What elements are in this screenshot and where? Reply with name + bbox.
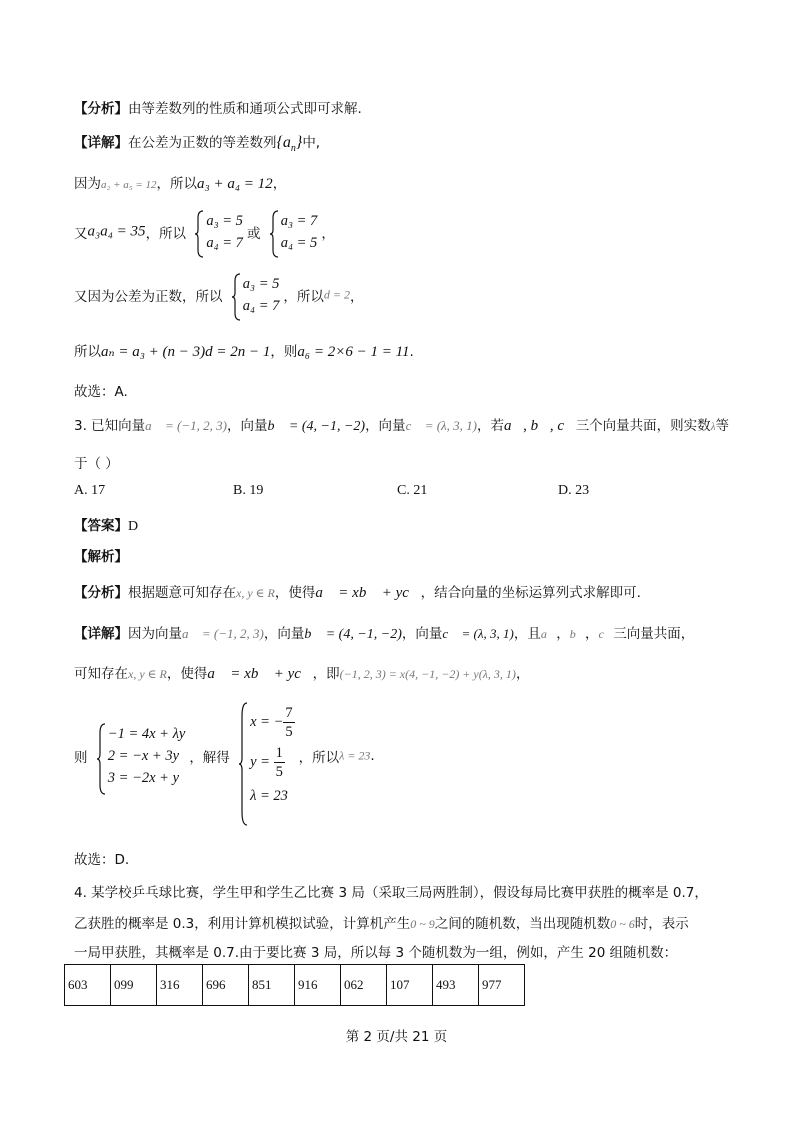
table-cell: 099 xyxy=(111,965,157,1006)
y-lhs: y = xyxy=(250,754,274,770)
text: ，则 xyxy=(270,344,298,360)
page-footer: 第 2 页/共 21 页 xyxy=(345,1029,448,1045)
x-denominator: 5 xyxy=(285,724,293,741)
q4-line-3: 一局甲获胜，其概率是 0.7.由于要比赛 3 局，所以每 3 个随机数为一组，例如，产生 20 组随机数： xyxy=(74,945,678,961)
analysis-line-1 xyxy=(74,97,362,117)
x-numerator: 7 xyxy=(285,705,293,722)
text: 或 xyxy=(246,226,261,242)
system-row: a₄ = 5 xyxy=(280,235,318,251)
vector-c: c⃗ = (λ, 3, 1) xyxy=(405,418,478,433)
positive-diff-line xyxy=(74,273,363,317)
vector-b: b⃗ = (4, −1, −2) xyxy=(267,419,366,434)
system-1 xyxy=(194,210,243,254)
table-cell: 977 xyxy=(479,965,525,1006)
answer-tag: 【答案】 xyxy=(74,518,128,534)
system-row: a₃ = 5 xyxy=(242,276,280,292)
vector-c-symbol: c⃗ xyxy=(598,627,614,641)
text: ，所以 xyxy=(283,289,324,305)
system-3 xyxy=(231,273,280,317)
q3-detail-line xyxy=(74,622,694,643)
text: ，向量 xyxy=(263,626,305,642)
text: 之间的随机数，当出现随机数 xyxy=(434,916,611,932)
q3-exist-line xyxy=(74,662,529,683)
brace-icon xyxy=(96,723,106,795)
lambda: λ xyxy=(710,421,716,433)
text: ，且 xyxy=(513,626,541,642)
text: 又因为公差为正数，所以 xyxy=(74,289,223,305)
text: 所以 xyxy=(74,344,101,360)
analysis-text: 由等差数列的性质和通项公式即可求解. xyxy=(128,101,362,117)
jiexi-tag: 【解析】 xyxy=(74,549,128,565)
vector-a: a⃗ = (−1, 2, 3) xyxy=(145,418,227,433)
table-cell: 493 xyxy=(433,965,479,1006)
detail-text: 在公差为正数的等差数列 xyxy=(128,135,277,151)
x-lhs: x = − xyxy=(250,714,284,730)
text: 根据题意可知存在 xyxy=(128,585,236,601)
coordinate-equation: (−1, 2, 3) = x(4, −1, −2) + y(λ, 3, 1) xyxy=(339,667,516,681)
system-row: a₄ = 7 xyxy=(206,235,243,251)
text: ，结合向量的坐标运算列式求解即可. xyxy=(420,585,641,601)
general-term-formula: aₙ = a₃ + (n − 3)d = 2n − 1 xyxy=(101,344,271,360)
text: 又 xyxy=(74,226,88,242)
system-row: 2 = −x + 3y xyxy=(107,748,180,764)
text: ，所以 xyxy=(298,750,340,766)
vector-a: a⃗ = (−1, 2, 3) xyxy=(182,626,264,641)
option-a: A. 17 xyxy=(74,483,106,498)
vectors: a⃗, b⃗, c⃗ xyxy=(504,418,576,434)
text: 因为 xyxy=(74,176,101,192)
text: ，向量 xyxy=(401,626,443,642)
system-row: a₃ = 5 xyxy=(206,213,243,229)
text: 3. 已知向量 xyxy=(74,418,146,434)
analysis-tag: 【分析】 xyxy=(74,101,128,117)
x-solution xyxy=(250,702,295,742)
xy-formula: x, y ∈ R xyxy=(236,586,275,600)
detail-tag: 【详解】 xyxy=(74,626,128,642)
seq-symbol: a xyxy=(282,134,291,151)
text: 因为向量 xyxy=(128,626,182,642)
text: 则 xyxy=(74,750,88,766)
system-2 xyxy=(269,210,318,254)
text: ， xyxy=(585,626,599,642)
brace-icon xyxy=(231,273,241,321)
choice-line-1: 故选：A. xyxy=(74,384,128,400)
text: ， xyxy=(349,289,364,305)
table-row xyxy=(65,965,525,1006)
option-d: D. 23 xyxy=(558,483,590,498)
table-cell: 316 xyxy=(157,965,203,1006)
equation-system xyxy=(96,723,186,789)
text: 乙获胜的概率是 0.3，利用计算机模拟试验，计算机产生 xyxy=(74,916,411,932)
vector-b-symbol: b⃗ xyxy=(569,627,586,641)
range-0-9: 0 ~ 9 xyxy=(410,917,435,931)
range-0-6: 0 ~ 6 xyxy=(610,917,635,931)
text: ，使得 xyxy=(274,585,316,601)
text: 三向量共面， xyxy=(613,626,695,642)
seq-sub: n xyxy=(290,143,296,155)
text: 等 xyxy=(715,418,729,434)
option-c: C. 21 xyxy=(397,483,428,498)
text: . xyxy=(409,344,414,360)
vector-b: b⃗ = (4, −1, −2) xyxy=(304,627,402,642)
text: ，使得 xyxy=(166,666,208,682)
table-cell: 062 xyxy=(341,965,387,1006)
q4-line-1: 4. 某学校乒乓球比赛，学生甲和学生乙比赛 3 局（采取三局两胜制），假设每局比赛甲获胜的概率是 0.7， xyxy=(74,885,708,901)
analysis-tag: 【分析】 xyxy=(74,585,128,601)
brace-icon xyxy=(238,702,248,826)
table-cell: 916 xyxy=(295,965,341,1006)
q3-analysis-line xyxy=(74,581,641,602)
vector-equation: a⃗ = xb⃗ + yc⃗ xyxy=(207,666,313,682)
brace-icon xyxy=(269,210,279,258)
xy-formula: x, y ∈ R xyxy=(128,667,167,681)
detail-end: 中, xyxy=(302,135,321,151)
text: ，向量 xyxy=(365,418,406,434)
text: ， xyxy=(556,626,570,642)
vector-equation: a⃗ = xb⃗ + yc⃗ xyxy=(315,585,421,601)
text: ， xyxy=(321,226,335,242)
text: ，所以 xyxy=(145,226,187,242)
text: 时，表示 xyxy=(634,916,689,932)
answer-value: D xyxy=(128,519,139,534)
product-formula: a₃a₄ = 35 xyxy=(87,223,146,240)
lambda-solution: λ = 23 xyxy=(250,788,288,804)
a6-formula: a₆ = 2×6 − 1 = 11 xyxy=(297,344,410,360)
table-cell: 603 xyxy=(65,965,111,1006)
y-numerator: 1 xyxy=(275,745,283,762)
q3-stem-line-1 xyxy=(74,414,729,435)
table-cell: 851 xyxy=(249,965,295,1006)
detail-tag: 【详解】 xyxy=(74,135,128,151)
detail-line-1: 【详解】在公差为正数的等差数列$\{a_n\}$中, xyxy=(74,134,321,155)
text: ，若 xyxy=(477,418,505,434)
condition-formula: a₂ + a₅ = 12 xyxy=(101,179,157,191)
vector-a-symbol: a⃗ xyxy=(540,627,557,641)
y-solution xyxy=(250,742,295,782)
random-number-table xyxy=(64,964,525,1006)
text: ， xyxy=(515,666,530,682)
answer-line xyxy=(74,514,138,535)
table-cell: 107 xyxy=(387,965,433,1006)
choice-line-2: 故选：D. xyxy=(74,852,130,868)
text: 可知存在 xyxy=(74,666,128,682)
q4-line-2 xyxy=(74,912,689,932)
general-term-line xyxy=(74,340,414,361)
d-formula: d = 2 xyxy=(323,287,350,302)
text: ，向量 xyxy=(227,418,268,434)
text: . xyxy=(370,748,375,764)
y-denominator: 5 xyxy=(275,764,283,781)
text: ，所以 xyxy=(156,176,197,192)
text: ，即 xyxy=(312,666,340,682)
vector-c: c⃗ = (λ, 3, 1) xyxy=(442,626,514,641)
result-formula: a₃ + a₄ = 12 xyxy=(197,176,273,192)
lambda-result: λ = 23 xyxy=(339,748,371,763)
condition-line xyxy=(74,172,286,193)
system-row: a₃ = 7 xyxy=(280,213,318,229)
table-cell: 696 xyxy=(203,965,249,1006)
brace-icon xyxy=(194,210,204,258)
text: ，解得 xyxy=(189,750,230,766)
system-row: a₄ = 7 xyxy=(242,298,280,314)
option-b: B. 19 xyxy=(233,483,264,498)
system-row: 3 = −2x + y xyxy=(107,770,180,786)
text: ， xyxy=(272,176,287,192)
text: 三个向量共面，则实数 xyxy=(575,418,711,434)
product-line xyxy=(74,210,335,254)
q3-solve-line xyxy=(74,702,375,810)
q3-stem-line-2: 于（ ） xyxy=(74,456,119,472)
system-row: −1 = 4x + λy xyxy=(107,726,186,742)
solution-system xyxy=(238,702,295,810)
